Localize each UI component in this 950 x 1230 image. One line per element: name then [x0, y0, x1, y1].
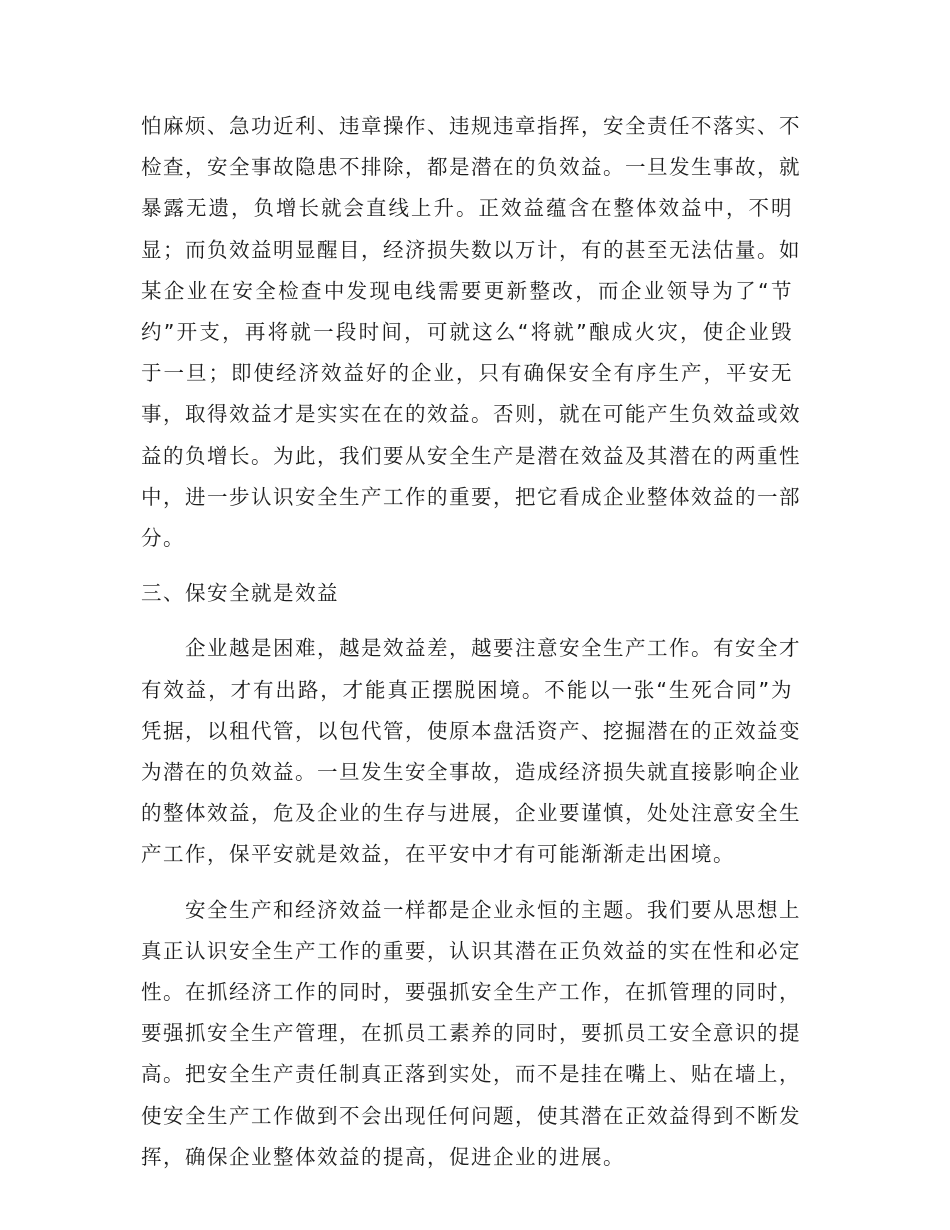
text-line: 某企业在安全检查中发现电线需要更新整改，而企业领导为了“节: [141, 278, 793, 303]
section-heading: 三、保安全就是效益: [141, 581, 339, 606]
text-line: 安全生产和经济效益一样都是企业永恒的主题。我们要从思想上: [185, 897, 801, 922]
text-line: 为潜在的负效益。一旦发生安全事故，造成经济损失就直接影响企业: [141, 760, 801, 785]
text-line: 产工作，保平安就是效益，在平安中才有可能渐渐走出困境。: [141, 842, 735, 867]
text-line: 要强抓安全生产管理，在抓员工素养的同时，要抓员工安全意识的提: [141, 1021, 801, 1046]
text-line: 高。把安全生产责任制真正落到实处，而不是挂在嘴上、贴在墙上，: [141, 1062, 801, 1087]
text-line: 于一旦；即使经济效益好的企业，只有确保安全有序生产，平安无: [141, 361, 793, 386]
text-line: 的整体效益，危及企业的生存与进展，企业要谨慎，处处注意安全生: [141, 801, 801, 826]
text-line: 事，取得效益才是实实在在的效益。否则，就在可能产生负效益或效: [141, 402, 801, 427]
text-line: 真正认识安全生产工作的重要，认识其潜在正负效益的实在性和必定: [141, 938, 801, 963]
text-line: 性。在抓经济工作的同时，要强抓安全生产工作，在抓管理的同时，: [141, 980, 801, 1005]
text-line: 显；而负效益明显醒目，经济损失数以万计，有的甚至无法估量。如: [141, 237, 801, 262]
text-line: 约”开支，再将就一段时间，可就这么“将就”酿成火灾，使企业毁: [141, 320, 793, 345]
text-line: 分。: [141, 526, 185, 551]
paragraph-1: [141, 106, 801, 559]
text-line: 企业越是困难，越是效益差，越要注意安全生产工作。有安全才: [185, 636, 801, 661]
paragraph-2: [141, 628, 801, 875]
paragraph-3: [141, 890, 801, 1178]
text-line: 怕麻烦、急功近利、违章操作、违规违章指挥，安全责任不落实、不: [141, 114, 801, 138]
text-line: 使安全生产工作做到不会出现任何问题，使其潜在正效益得到不断发: [141, 1103, 801, 1128]
text-line: 凭据，以租代管，以包代管，使原本盘活资产、挖掘潜在的正效益变: [141, 718, 801, 743]
text-line: 有效益，才有出路，才能真正摆脱困境。不能以一张“生死合同”为: [141, 677, 793, 702]
document-body: [141, 106, 801, 1178]
text-line: 暴露无遗，负增长就会直线上升。正效益蕴含在整体效益中，不明: [141, 196, 793, 221]
text-line: 中，进一步认识安全生产工作的重要，把它看成企业整体效益的一部: [141, 484, 801, 509]
text-line: 检查，安全事故隐患不排除，都是潜在的负效益。一旦发生事故，就: [141, 155, 801, 180]
text-line: 挥，确保企业整体效益的提高，促进企业的进展。: [141, 1144, 625, 1169]
text-line: 益的负增长。为此，我们要从安全生产是潜在效益及其潜在的两重性: [141, 443, 801, 468]
